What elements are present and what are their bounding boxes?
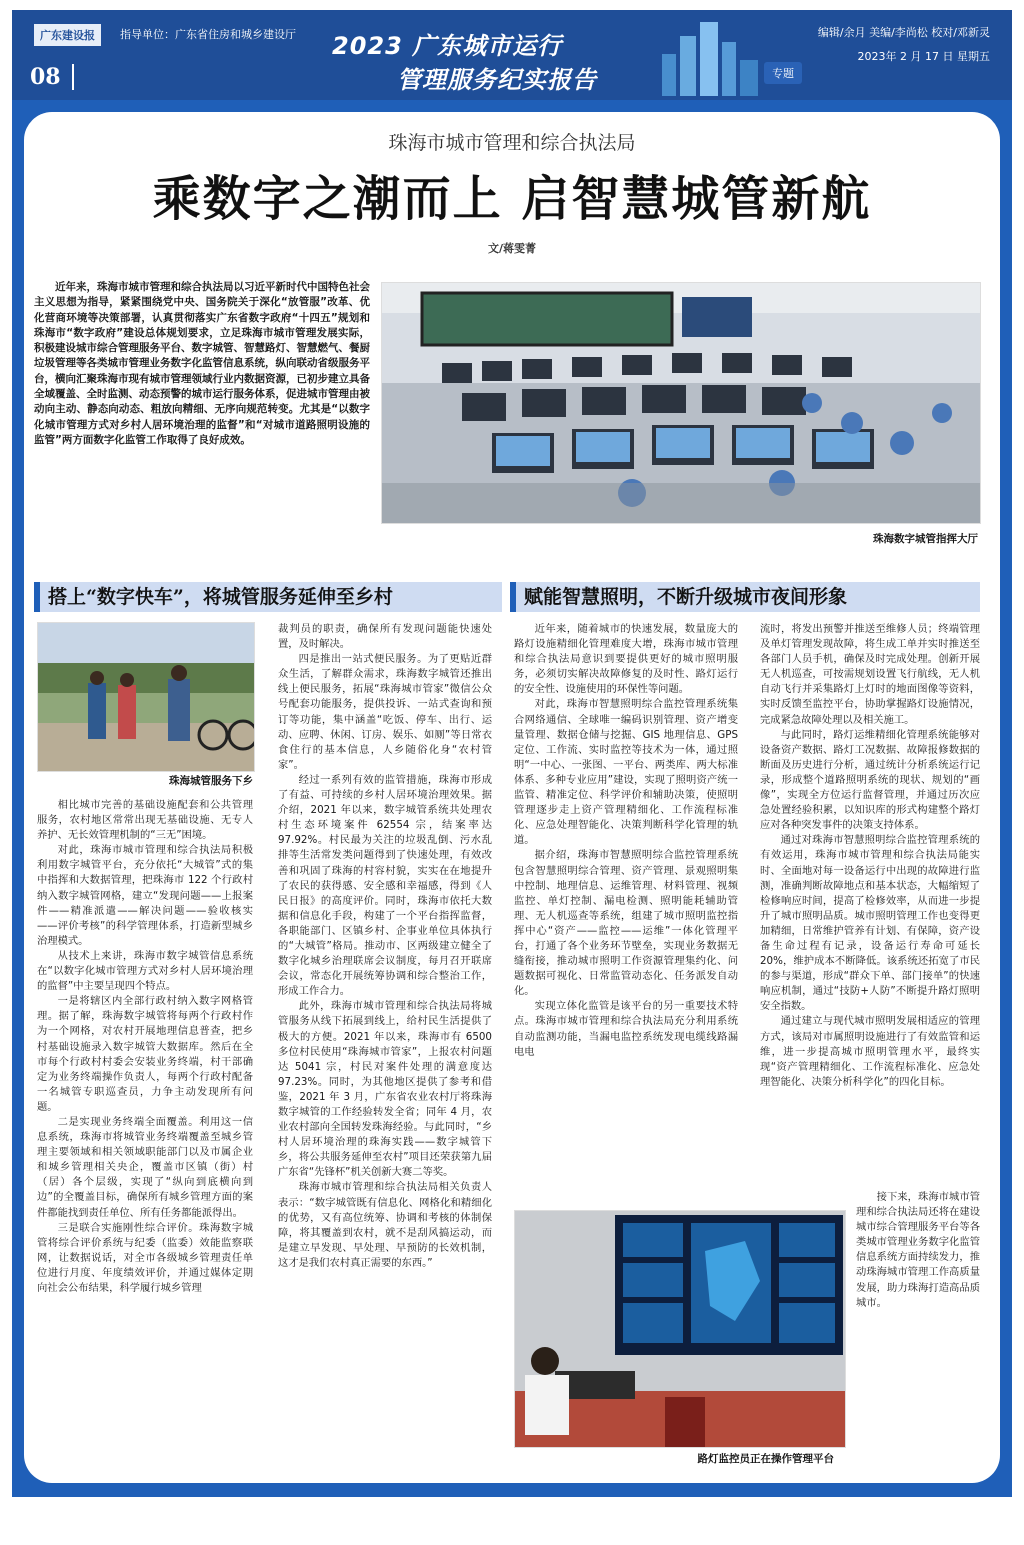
paragraph: 裁判员的职责，确保所有发现问题能快速处置，及时解决。 [278,623,492,651]
paragraph: 对此，珠海市城市管理和综合执法局积极利用数字城管平台，充分依托“大城管”式的集中指挥和大数据管理，把珠海市 122 个行政村纳入数字城管网格，建立“发现问题——上报案件——精准派遣——解决问题——验收核实——评价考核”的科学管理体系，打造新型城乡治理模式。 [37,844,253,947]
paragraph: 珠海市城市管理和综合执法局相关负责人表示：“数字城管既有信息化、网格化和精细化的优势，又有高位统筹、协调和考核的体制保障，将其覆盖到农村，就不是刮风搞运动，而是建立早发现、早处理、早预防的长效机制，这才是我们农村真正需要的东西。” [278,1181,492,1269]
organization-name: 珠海市城市管理和综合执法局 [388,132,636,154]
paragraph: 四是推出一站式便民服务。为了更贴近群众生活，了解群众需求，珠海数字城管还推出线上便民服务，拓展“珠海城市管家”微信公众号配套功能服务，提供投诉、一站式查询和预订等功能，集中涵盖“吃饭、停车、出行、运动、应聘、休闲、订房、娱乐、如厕”等日常衣食住行的基本信息，人乡随俗化身“农村管家”。 [278,653,492,771]
paragraph: 从技术上来讲，珠海市数字城管信息系统在“以数字化城市管理方式对乡村人居环境治理的监督”中主要呈现四个特点。 [37,949,253,993]
special-topic-badge: 专题 [764,62,802,84]
report-title-line2: 管理服务纪实报告 [397,66,597,94]
photo3-caption: 路灯监控员正在操作管理平台 [697,1453,834,1465]
paragraph: 通过对珠海市智慧照明综合监控管理系统的有效运用，珠海市城市管理和综合执法局能实时、全面地对每一设备运行中出现的故障进行监测，准确判断故障地点和基本状态，大幅缩短了检修响应时间，提高了检修效率，从而进一步提升了城市照明品质。城市照明管理工作也变得更加精细，日常维护管养有计划、有保障，资产设备生命过程有记录，设备运行寿命可延长 20%，维护成本不断降低。该系统还拓宽了市民的参与渠道，形成“群众下单、部门接单”的快速响应机制，通过“技防+人防”不断提升路灯照明安全指数。 [760,834,980,1013]
paragraph: 通过建立与现代城市照明发展相适应的管理方式，该局对市属照明设施进行了有效监管和运维，进一步提高城市照明管理水平，最终实现“资产管理精细化、工作流程标准化、应急处理智能化、决策分析科学化”的四化目标。 [760,1015,980,1088]
rural-service-photo [37,622,255,772]
newspaper-tag: 广东建设报 [34,24,101,46]
lighting-monitor-photo [514,1210,846,1448]
intro-paragraph [34,280,370,448]
paragraph: 二是实现业务终端全面覆盖。利用这一信息系统，珠海市将城管业务终端覆盖至城乡管理主要领域和相关领域职能部门以及市属企业和城乡管理相关央企，覆盖市区镇（街）村（居）各个层级，实现了“纵向到底横向到边”的全覆盖目标，确保所有城乡管理方面的案件都能找到责任单位、所有任务都能派得出。 [37,1115,253,1219]
page-number-divider [72,64,74,90]
paragraph: 流时，将发出预警并推送至维修人员；终端管理及单灯管理发现故障，将生成工单并实时推送至各部门人员手机，确保及时完成处理。创新开展无人机巡查，可按需规划设置飞行航线，无人机自动飞行并采集路灯上灯时的地面图像等资料，实时反馈至监控平台，协助掌握路灯设施情况，完成紧急故障处理以及相关施工。 [760,623,980,726]
photo2-caption: 珠海城管服务下乡 [169,775,253,787]
paragraph: 接下来，珠海市城市管理和综合执法局还将在建设城市综合管理服务平台等各类城市管理业务数字化监管信息系统方面持续发力，推动珠海城市管理工作高质量发展，助力珠海打造高品质城市。 [856,1191,980,1309]
intro-text: 近年来，珠海市城市管理和综合执法局以习近平新时代中国特色社会主义思想为指导，紧紧围绕党中央、国务院关于深化“放管服”改革、优化营商环境等决策部署，认真贯彻落实广东省数字政府“十四五”规划和珠海市“数字政府”建设总体规划要求，立足珠海市城市管理发展实际，积极建设城市综合管理服务平台、数字城管、智慧路灯、智慧燃气、餐厨垃圾管理等各类城市管理业务数字化监管信息系统，纵向联动省级服务平台，横向汇聚珠海市现有城市管理领域行业内数据资源，已初步建立具备全域覆盖、全时监测、动态预警的城市运行服务体系，促进城市管理由被动向主动、静态向动态、粗放向精细、无序向规范转变。尤其是“以数字化城市管理方式对乡村人居环境治理的监督”和“对城市道路照明设施的监管”两方面数字化监管工作取得了良好成效。 [34,281,370,446]
section2-column2-tail [856,1190,980,1311]
section2-title: 赋能智慧照明，不断升级城市夜间形象 [510,582,980,612]
paragraph: 对此，珠海市智慧照明综合监控管理系统集合网络通信、全球唯一编码识别管理、资产增变量管理、数据仓储与挖掘、GIS 地理信息、GPS 定位、工作流、实时监控等技术为一体，通过照明“一中心、一张图、一平台、两类库、两大标准体系、多种专业应用”建设，实现了照明资产统一监管、精准定位、科学评价和辅助决策，使照明管理逐步走上资产管理精细化、工作流程标准化、应急处理智能化、决策判断科学化管理的轨道。 [514,698,738,847]
paragraph: 实现立体化监管是该平台的另一重要技术特点。珠海市城市管理和综合执法局充分利用系统自动监测功能，当漏电监控系统发现电缆线路漏电电 [514,1000,738,1058]
paragraph: 近年来，随着城市的快速发展，数量庞大的路灯设施精细化管理难度大增，珠海市城市管理和综合执法局意识到要提供更好的城市照明服务，必须切实解决故障修复的及时性、路灯运行的安全性、设施使用的环保性等问题。 [514,623,738,696]
section2-column1 [514,622,738,1060]
paragraph: 与此同时，路灯运维精细化管理系统能够对设备资产数据、路灯工况数据、故障报修数据的断面及历史进行分析，通过统计分析系统运行记录，形成整个道路照明系统的现状、规划的“画像”，实现全方位运行监督管理，并通过历次应急处置经验积累，以知识库的形式构建整个路灯应对各种突发事件的决策支持体系。 [760,728,980,832]
city-skyline-icon [652,14,772,96]
article-headline: 乘数字之潮而上 启智慧城管新航 [152,171,872,227]
paragraph: 三是联合实施刚性综合评价。珠海数字城管将综合评价系统与纪委（监委）效能监察联网，让数据说话，对全市各级城乡管理责任单位进行月度、年度绩效评价，并通过媒体定期向社会公布结果，科学履行城乡管理 [37,1221,253,1294]
paragraph: 相比城市完善的基础设施配套和公共管理服务，农村地区常常出现无基础设施、无专人养护、无长效管理机制的“三无”困境。 [37,799,253,842]
section2-column2 [760,622,980,1188]
paragraph: 据介绍，珠海市智慧照明综合监控管理系统包含智慧照明综合管理、资产管理、景观照明集中控制、地理信息、运维管理、材料管理、视频监控、单灯控制、漏电检测、照明能耗辅助管理、无人机巡查等系统，组建了城市照明监控指挥中心“资产——监控——运维”一体化管理平台，打通了各个业务环节壁垒，实现业务数据无缝衔接，推动城市照明工作资源管理集约化、问题数据可视化、日常监管动态化、任务派发自动化。 [514,849,738,998]
paragraph: 经过一系列有效的监管措施，珠海市形成了有益、可持续的乡村人居环境治理效果。据介绍，2021 年以来，数字城管系统共处理农村生态环境案件 62554 宗，结案率达 97.92%。村民最为关注的垃圾乱倒、污水乱排等生活常发类问题得到了快速处理，有效改善和巩固了珠海的村容村貌，实实在在地提升了农民的获得感、安全感和幸福感，得到《人民日报》的高度评价。同时，珠海市依托大数据和信息化手段，构建了一个平台指挥监督，各职能部门、区镇乡村、企事业单位具体执行的“大城管”格局。推动市、区两级建立健全了数字化城乡治理联席会议制度，每月召开联席会议，常态化开展统筹协调和综合整治工作，形成工作合力。 [278,773,492,998]
photo1-caption: 珠海数字城管指挥大厅 [873,533,978,545]
section1-column2 [278,622,492,1271]
paragraph: 此外，珠海市城市管理和综合执法局将城管服务从线下拓展到线上，给村民生活提供了极大的方便。2021 年以来，珠海市有 6500 多位村民使用“珠海城市管家”，上报农村问题达 5041 宗，村民对案件处理的满意度达 97.23%。同时，为其他地区提供了参考和借鉴，2021 年 3 月，广东省农业农村厅将珠海数字城管的工作经验转发全省；同年 4 月，农业农村部向全国转发珠海经验。与此同时，“乡村人居环境治理的珠海实践——数字城管下乡，将公共服务延伸至农村”项目还荣获第九届广东省“先锋杯”机关创新大赛二等奖。 [278,1000,492,1179]
section1-column1 [37,798,253,1296]
footer-rule [12,1495,1012,1497]
article-author: 文/蒋雯菁 [487,242,537,255]
editors-credit: 编辑/余月 美编/李尚松 校对/邓新灵 [817,26,990,39]
report-title-line1: 2023 广东城市运行 [332,32,563,60]
issue-date: 2023年 2 月 17 日 星期五 [857,50,990,63]
guidance-unit: 指导单位：广东省住房和城乡建设厅 [120,28,296,41]
page-number: 08 [30,64,61,90]
paragraph: 一是将辖区内全部行政村纳入数字网格管理。据了解，珠海数字城管将每两个行政村作为一个网格，对农村开展地理信息普查，把乡村基础设施录入数字城管大数据库。然后在全市每个行政村村委会安装业务终端，村干部确定为业务终端操作负责人，每两个行政村配备一名城管专职巡查员，力争主动发现所有问题。 [37,995,253,1113]
command-hall-photo [381,282,981,524]
section1-title: 搭上“数字快车”，将城管服务延伸至乡村 [34,582,502,612]
page-header [12,10,1012,100]
